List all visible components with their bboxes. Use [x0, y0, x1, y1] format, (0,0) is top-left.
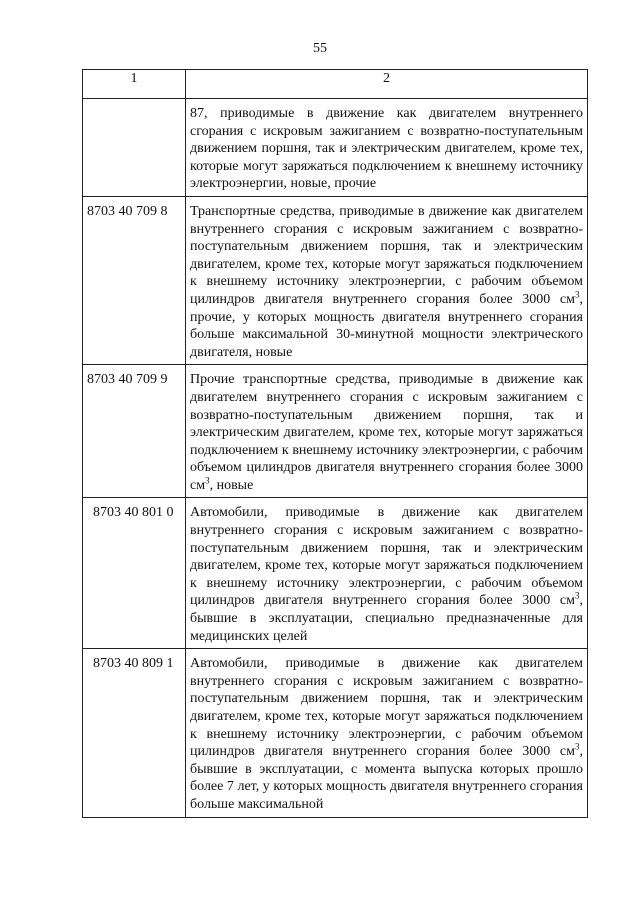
page-number: 55 — [313, 41, 327, 56]
table-header-row — [83, 70, 588, 99]
table-row — [83, 649, 588, 817]
row-code: 8703 40 809 1 — [83, 649, 186, 817]
table-row — [83, 498, 588, 649]
tariff-table — [82, 69, 588, 818]
description-text: Автомобили, приводимые в движение как двигателем внутреннего сгорания с искровым зажиганием с возвратно-поступательным движением поршня, так и электрическим двигателем, кроме тех, которые могут заряжаться подключением к внешнему источнику электроэнергии, с рабочим объемом цилиндров двигателя внутреннего сгорания более 3000 см — [190, 656, 583, 760]
table-row — [83, 99, 588, 197]
row-description — [186, 498, 588, 649]
description-text: 87, приводимые в движение как двигателем внутреннего сгорания с искровым зажиганием с возвратно-поступательным движением поршня, так и электрическим двигателем, кроме тех, которые могут заряжаться подключением к внешнему источнику электроэнергии, новые, прочие — [190, 106, 583, 192]
header-cell-description: 2 — [186, 70, 588, 99]
superscript: 3 — [205, 475, 210, 486]
header-cell-code: 1 — [83, 70, 186, 99]
row-description — [186, 99, 588, 197]
description-text: Транспортные средства, приводимые в движение как двигателем внутреннего сгорания с искровым зажиганием с возвратно-поступательным движением поршня, так и электрическим двигателем, кроме тех, которые могут заряжаться подключением к внешнему источнику электроэнергии, с рабочим объемом цилиндров двигателя внутреннего сгорания более 3000 см — [190, 203, 583, 307]
row-code — [83, 99, 186, 197]
description-text-continued: , бывшие в эксплуатации, с момента выпуска которых прошло более 7 лет, у которых мощность двигателя внутреннего сгорания больше максимальной — [190, 744, 583, 812]
row-code: 8703 40 709 8 — [83, 196, 186, 364]
row-code: 8703 40 709 9 — [83, 365, 186, 498]
row-code: 8703 40 801 0 — [83, 498, 186, 649]
description-text: Прочие транспортные средства, приводимые в движение как двигателем внутреннего сгорания с искровым зажиганием с возвратно-поступательным движением поршня, так и электрическим двигателем, кроме тех, которые могут заряжаться подключением к внешнему источнику электроэнергии, с рабочим объемом цилиндров двигателя внутреннего сгорания более 3000 см — [190, 372, 583, 493]
row-description — [186, 365, 588, 498]
description-text: Автомобили, приводимые в движение как двигателем внутреннего сгорания с искровым зажиганием с возвратно-поступательным движением поршня, так и электрическим двигателем, кроме тех, которые могут заряжаться подключением к внешнему источнику электроэнергии, с рабочим объемом цилиндров двигателя внутреннего сгорания более 3000 см — [190, 505, 583, 609]
description-text-continued: , прочие, у которых мощность двигателя внутреннего сгорания больше максимальной 30-минутной мощности электрического двигателя, новые — [190, 291, 583, 360]
description-text-continued: , бывшие в эксплуатации, специально предназначенные для медицинских целей — [190, 593, 583, 644]
row-description — [186, 649, 588, 817]
description-text-continued: , новые — [209, 477, 254, 493]
superscript: 3 — [575, 289, 580, 300]
table-row — [83, 196, 588, 364]
superscript: 3 — [575, 590, 580, 601]
superscript: 3 — [575, 741, 580, 752]
table-row — [83, 365, 588, 498]
row-description — [186, 196, 588, 364]
